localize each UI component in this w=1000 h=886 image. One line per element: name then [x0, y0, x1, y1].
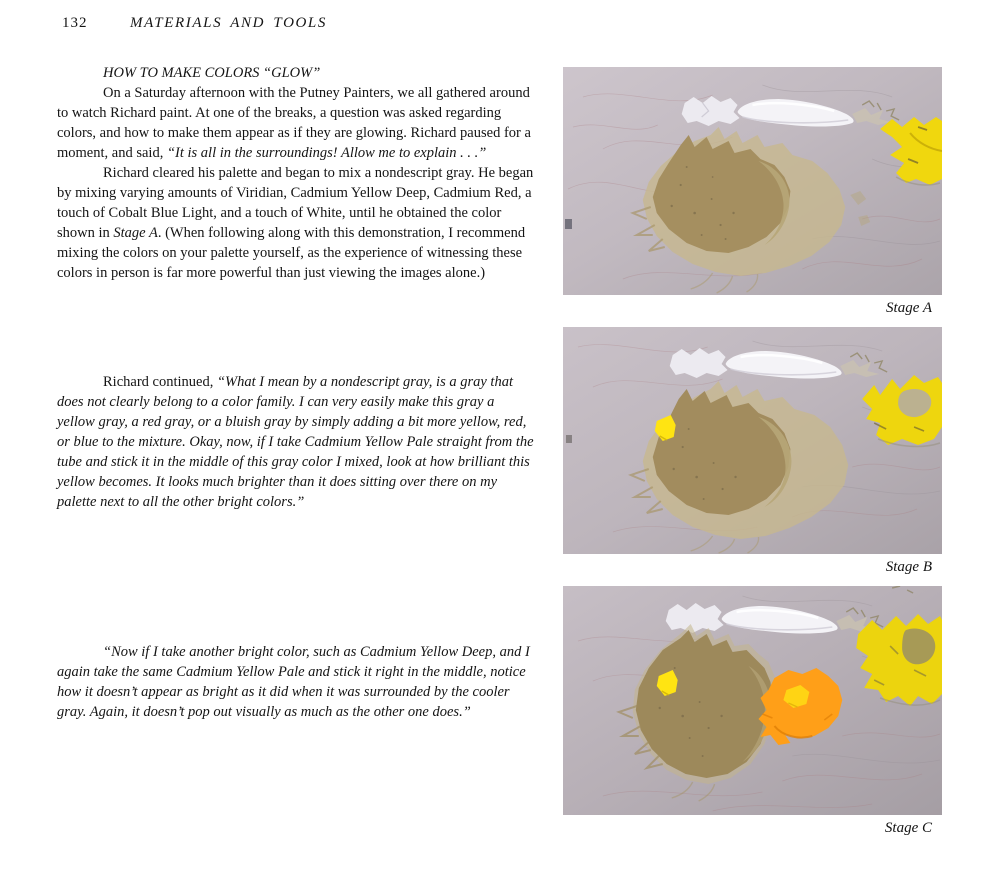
paragraph-4-quote: “Now if I take another bright color, such as Cadmium Yellow Deep, and I again take the same Cadmium Yellow Pale and stick it right in the middle, notice how it doesn’t appear as bright as it did when it was surrounded by the cooler gray. Again, it doesn’t pop out visually as much as the other one does.” [57, 644, 530, 720]
stage-b-caption: Stage B [885, 559, 932, 575]
text-block-1 [57, 63, 535, 283]
section-heading: HOW TO MAKE COLORS “GLOW” [103, 65, 321, 81]
page-number: 132 [62, 15, 88, 31]
paragraph-3 [57, 372, 535, 512]
stage-c-palette-image [563, 586, 942, 815]
stage-a-reference: Stage A [113, 225, 158, 241]
paragraph-2-roman-a: Richard cleared his palette and began to mix a nondescript gray. He began by mixing varying amounts of Viridian, Cadmium Yellow Deep, Cadmium Red, a touch of Cobalt Blue Light, and a touch of White, until he obtained the color shown in [57, 165, 534, 241]
stage-a-caption: Stage A [886, 300, 932, 316]
text-block-2 [57, 372, 535, 512]
paragraph-2 [57, 163, 535, 283]
stage-b-palette-image [563, 327, 942, 554]
dark-speck [566, 435, 572, 443]
stage-b-photo [563, 327, 942, 575]
running-head: MATERIALS AND TOOLS [130, 15, 327, 31]
paragraph-4 [57, 642, 535, 722]
dark-speck [565, 219, 572, 229]
paragraph-1-quote: “It is all in the surroundings! Allow me to explain . . .” [166, 145, 487, 161]
stage-a-palette-image [563, 67, 942, 295]
paragraph-1 [57, 83, 535, 163]
paragraph-3-quote: “What I mean by a nondescript gray, is a gray that does not clearly belong to a color family. I can very easily make this gray a yellow gray, a red gray, or a bluish gray by simply adding a bit more yellow, red, or blue to the mixture. Okay, now, if I take Cadmium Yellow Pale straight from the tube and stick it in the middle of this gray color I mixed, look at how brilliant this yellow becomes. It looks much brighter than it does sitting over there on my palette next to all the other bright colors.” [57, 374, 534, 510]
paragraph-1-roman: On a Saturday afternoon with the Putney Painters, we all gathered around to watch Richard paint. At one of the breaks, a question was asked regarding colors, and how to make them appear as if they are glowing. Richard paused for a moment, and said, [57, 85, 531, 161]
stage-c-photo [563, 586, 942, 836]
text-block-3 [57, 642, 535, 722]
paragraph-3-roman: Richard continued, [103, 374, 217, 390]
stage-c-caption: Stage C [884, 820, 932, 836]
page-header [62, 15, 532, 32]
stage-a-photo [563, 67, 942, 316]
paragraph-2-roman-b: . (When following along with this demonstration, I recommend mixing the colors on your palette yourself, as the experience of witnessing these colors in person is far more powerful than just viewing the images alone.) [57, 225, 526, 281]
